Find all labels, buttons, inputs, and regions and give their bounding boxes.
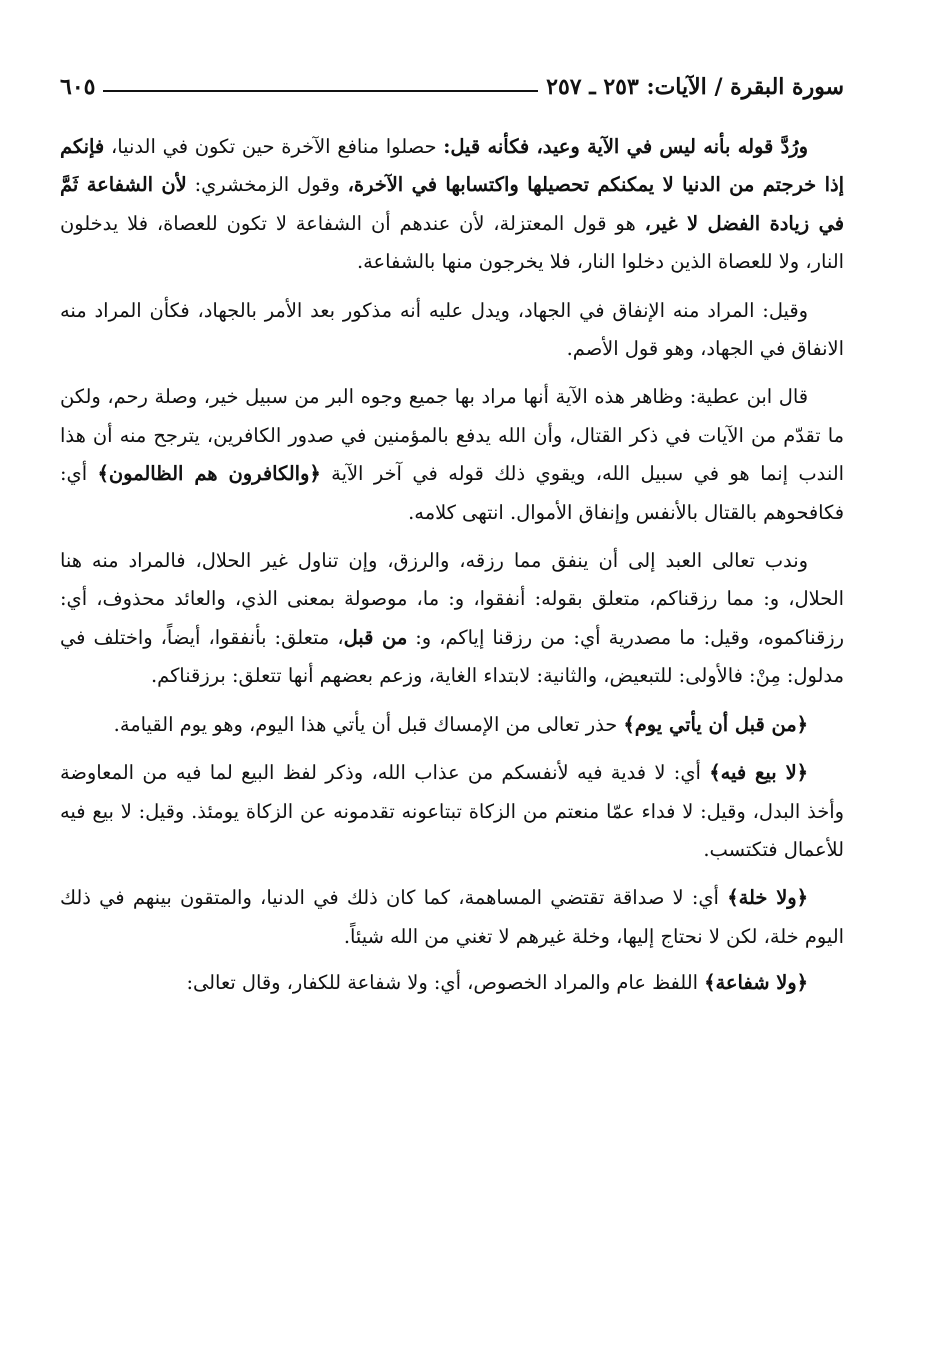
- page-body: [60, 128, 844, 1011]
- paragraph-text: حذر تعالى من الإمساك قبل أن يأتي هذا اليوم، وهو يوم القيامة.: [113, 712, 624, 736]
- paragraph-1: [60, 128, 844, 282]
- bold-phrase: لأن الشفاعة ثَمَّ في زيادة الفضل لا غير،: [60, 173, 845, 235]
- bold-phrase: من قبل: [343, 625, 408, 649]
- paragraph-text: ، متعلق: بأنفقوا، أيضاً، واختلف في مدلول: مِنْ: فالأولى: للتبعيض، والثانية: لابتداء الغاية، وزعم بعضهم أنها تتعلق: برزقناكم.: [60, 625, 844, 688]
- quran-quote: ﴿ولا خلة﴾: [727, 886, 808, 910]
- quran-quote: ﴿والكافرون هم الظالمون﴾: [97, 462, 321, 486]
- paragraph-text: اللفظ عام والمراد الخصوص، أي: ولا شفاعة للكفار، وقال تعالى:: [186, 971, 705, 995]
- header-rule: [103, 90, 538, 92]
- quran-quote: ﴿لا بيع فيه﴾: [709, 761, 808, 785]
- page-header: [60, 64, 844, 100]
- paragraph-text: أي: فكافحوهم بالقتال بالأنفس وإنفاق الأموال. انتهى كلامه.: [60, 462, 844, 524]
- paragraph-text: وقيل: المراد منه الإنفاق في الجهاد، ويدل عليه أنه مذكور بعد الأمر بالجهاد، فكأن المراد منه الانفاق في الجهاد، وهو قول الأصم.: [60, 298, 844, 361]
- paragraph-text: أي: لا فدية فيه لأنفسكم من عذاب الله، وذكر لفظ البيع لما فيه من المعاوضة وأخذ البدل، وقيل: لا فداء عمّا منعتم من الزكاة تبتاعونه تقدمونه عن الزكاة يومئذ. وقيل: لا بيع فيه للأعمال فتكتسب.: [60, 761, 844, 861]
- surah-title: سورة البقرة / الآيات: ٢٥٣ ـ ٢٥٧: [546, 74, 844, 100]
- page-number: ٦٠٥: [60, 74, 96, 100]
- paragraph-text: حصلوا منافع الآخرة حين تكون في الدنيا،: [104, 135, 444, 158]
- paragraph-7: [60, 879, 844, 956]
- paragraph-text: أي: لا صداقة تقتضي المساهمة، كما كان ذلك في الدنيا، والمتقون بينهم في ذلك اليوم خلة، لكن لا نحتاج إليها، وخلة غيرهم لا تغني من الله شيئاً.: [60, 886, 844, 948]
- paragraph-8: [60, 964, 844, 1002]
- paragraph-text: وندب تعالى العبد إلى أن ينفق مما رزقه، والرزق، وإن تناول غير الحلال، فالمراد منه هنا الحلال، و: مما رزقناكم، متعلق بقوله: أنفقوا، و: ما، موصولة بمعنى الذي، والعائد محذوف، أي: رزقناكموه، وقيل: ما مصدرية أي: من رزقنا إياكم، و:: [60, 549, 844, 649]
- paragraph-5: [60, 706, 844, 744]
- paragraph-text: قال ابن عطية: وظاهر هذه الآية أنها مراد بها جميع وجوه البر من سبيل خير، وصلة رحم، ولكن ما تقدّم من الآيات في ذكر القتال، وأن الله يدفع بالمؤمنين في صدور الكافرين، يترجح منه أن هذا الندب إنما هو في سبيل الله، ويقوي ذلك قوله في آخر الآية: [60, 385, 844, 486]
- paragraph-4: [60, 542, 844, 696]
- paragraph-2: [60, 292, 844, 369]
- quran-quote: ﴿من قبل أن يأتي يوم﴾: [623, 712, 808, 736]
- paragraph-3: [60, 378, 844, 532]
- paragraph-6: [60, 754, 844, 869]
- paragraph-text: هو قول المعتزلة، لأن عندهم أن الشفاعة لا تكون للعصاة، فلا يدخلون النار، ولا للعصاة الذين دخلوا النار، فلا يخرجون منها بالشفاعة.: [60, 211, 844, 274]
- bold-phrase: فإنكم إذا خرجتم من الدنيا لا يمكنكم تحصيلها واكتسابها في الآخرة،: [60, 135, 844, 197]
- paragraph-text: وقول الزمخشري:: [186, 173, 348, 197]
- bold-phrase: ورُدَّ قوله بأنه ليس في الآية وعيد، فكأنه قيل:: [443, 135, 808, 158]
- quran-quote: ﴿ولا شفاعة﴾: [704, 971, 808, 995]
